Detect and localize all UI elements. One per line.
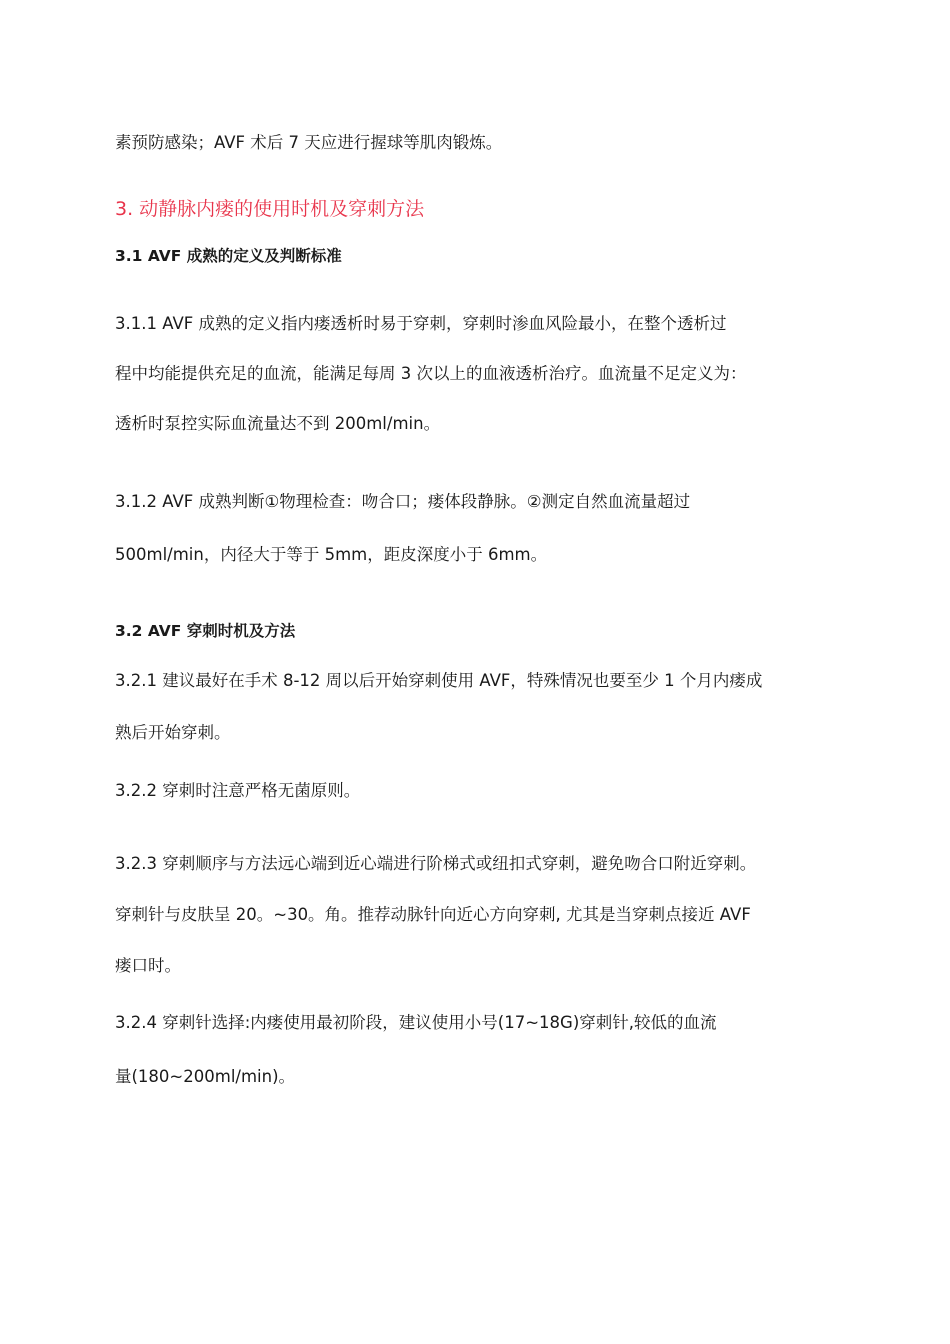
- section-heading: 3. 动静脉内瘘的使用时机及穿刺方法: [115, 198, 425, 220]
- subsection-heading: 3.1 AVF 成熟的定义及判断标准: [115, 247, 342, 265]
- subsection-heading: 3.2 AVF 穿刺时机及方法: [115, 622, 296, 640]
- paragraph-line: 瘘口时。: [115, 956, 181, 975]
- paragraph-line: 3.1.2 AVF 成熟判断①物理检查：吻合口；瘘体段静脉。②测定自然血流量超过: [115, 492, 691, 511]
- paragraph-line: 500ml/min，内径大于等于 5mm，距皮深度小于 6mm。: [115, 545, 548, 564]
- paragraph-line: 量(180~200ml/min)。: [115, 1067, 296, 1086]
- paragraph-line: 熟后开始穿刺。: [115, 723, 231, 742]
- paragraph-line: 透析时泵控实际血流量达不到 200ml/min。: [115, 414, 441, 433]
- paragraph-line: 3.2.1 建议最好在手术 8-12 周以后开始穿刺使用 AVF，特殊情况也要至少 1 个月内瘘成: [115, 671, 763, 690]
- paragraph-line: 3.2.3 穿刺顺序与方法远心端到近心端进行阶梯式或纽扣式穿刺，避免吻合口附近穿刺。: [115, 854, 757, 873]
- paragraph-line: 穿刺针与皮肤呈 20。~30。角。推荐动脉针向近心方向穿刺, 尤其是当穿刺点接近 AVF: [115, 905, 751, 924]
- paragraph-line: 3.2.4 穿刺针选择:内瘘使用最初阶段，建议使用小号(17~18G)穿刺针,较低的血流: [115, 1013, 717, 1032]
- paragraph-line: 程中均能提供充足的血流，能满足每周 3 次以上的血液透析治疗。血流量不足定义为：: [115, 364, 747, 383]
- intro-line: 素预防感染；AVF 术后 7 天应进行握球等肌肉锻炼。: [115, 133, 503, 152]
- paragraph-line: 3.2.2 穿刺时注意严格无菌原则。: [115, 781, 361, 800]
- paragraph-line: 3.1.1 AVF 成熟的定义指内瘘透析时易于穿刺，穿刺时渗血风险最小，在整个透析过: [115, 314, 727, 333]
